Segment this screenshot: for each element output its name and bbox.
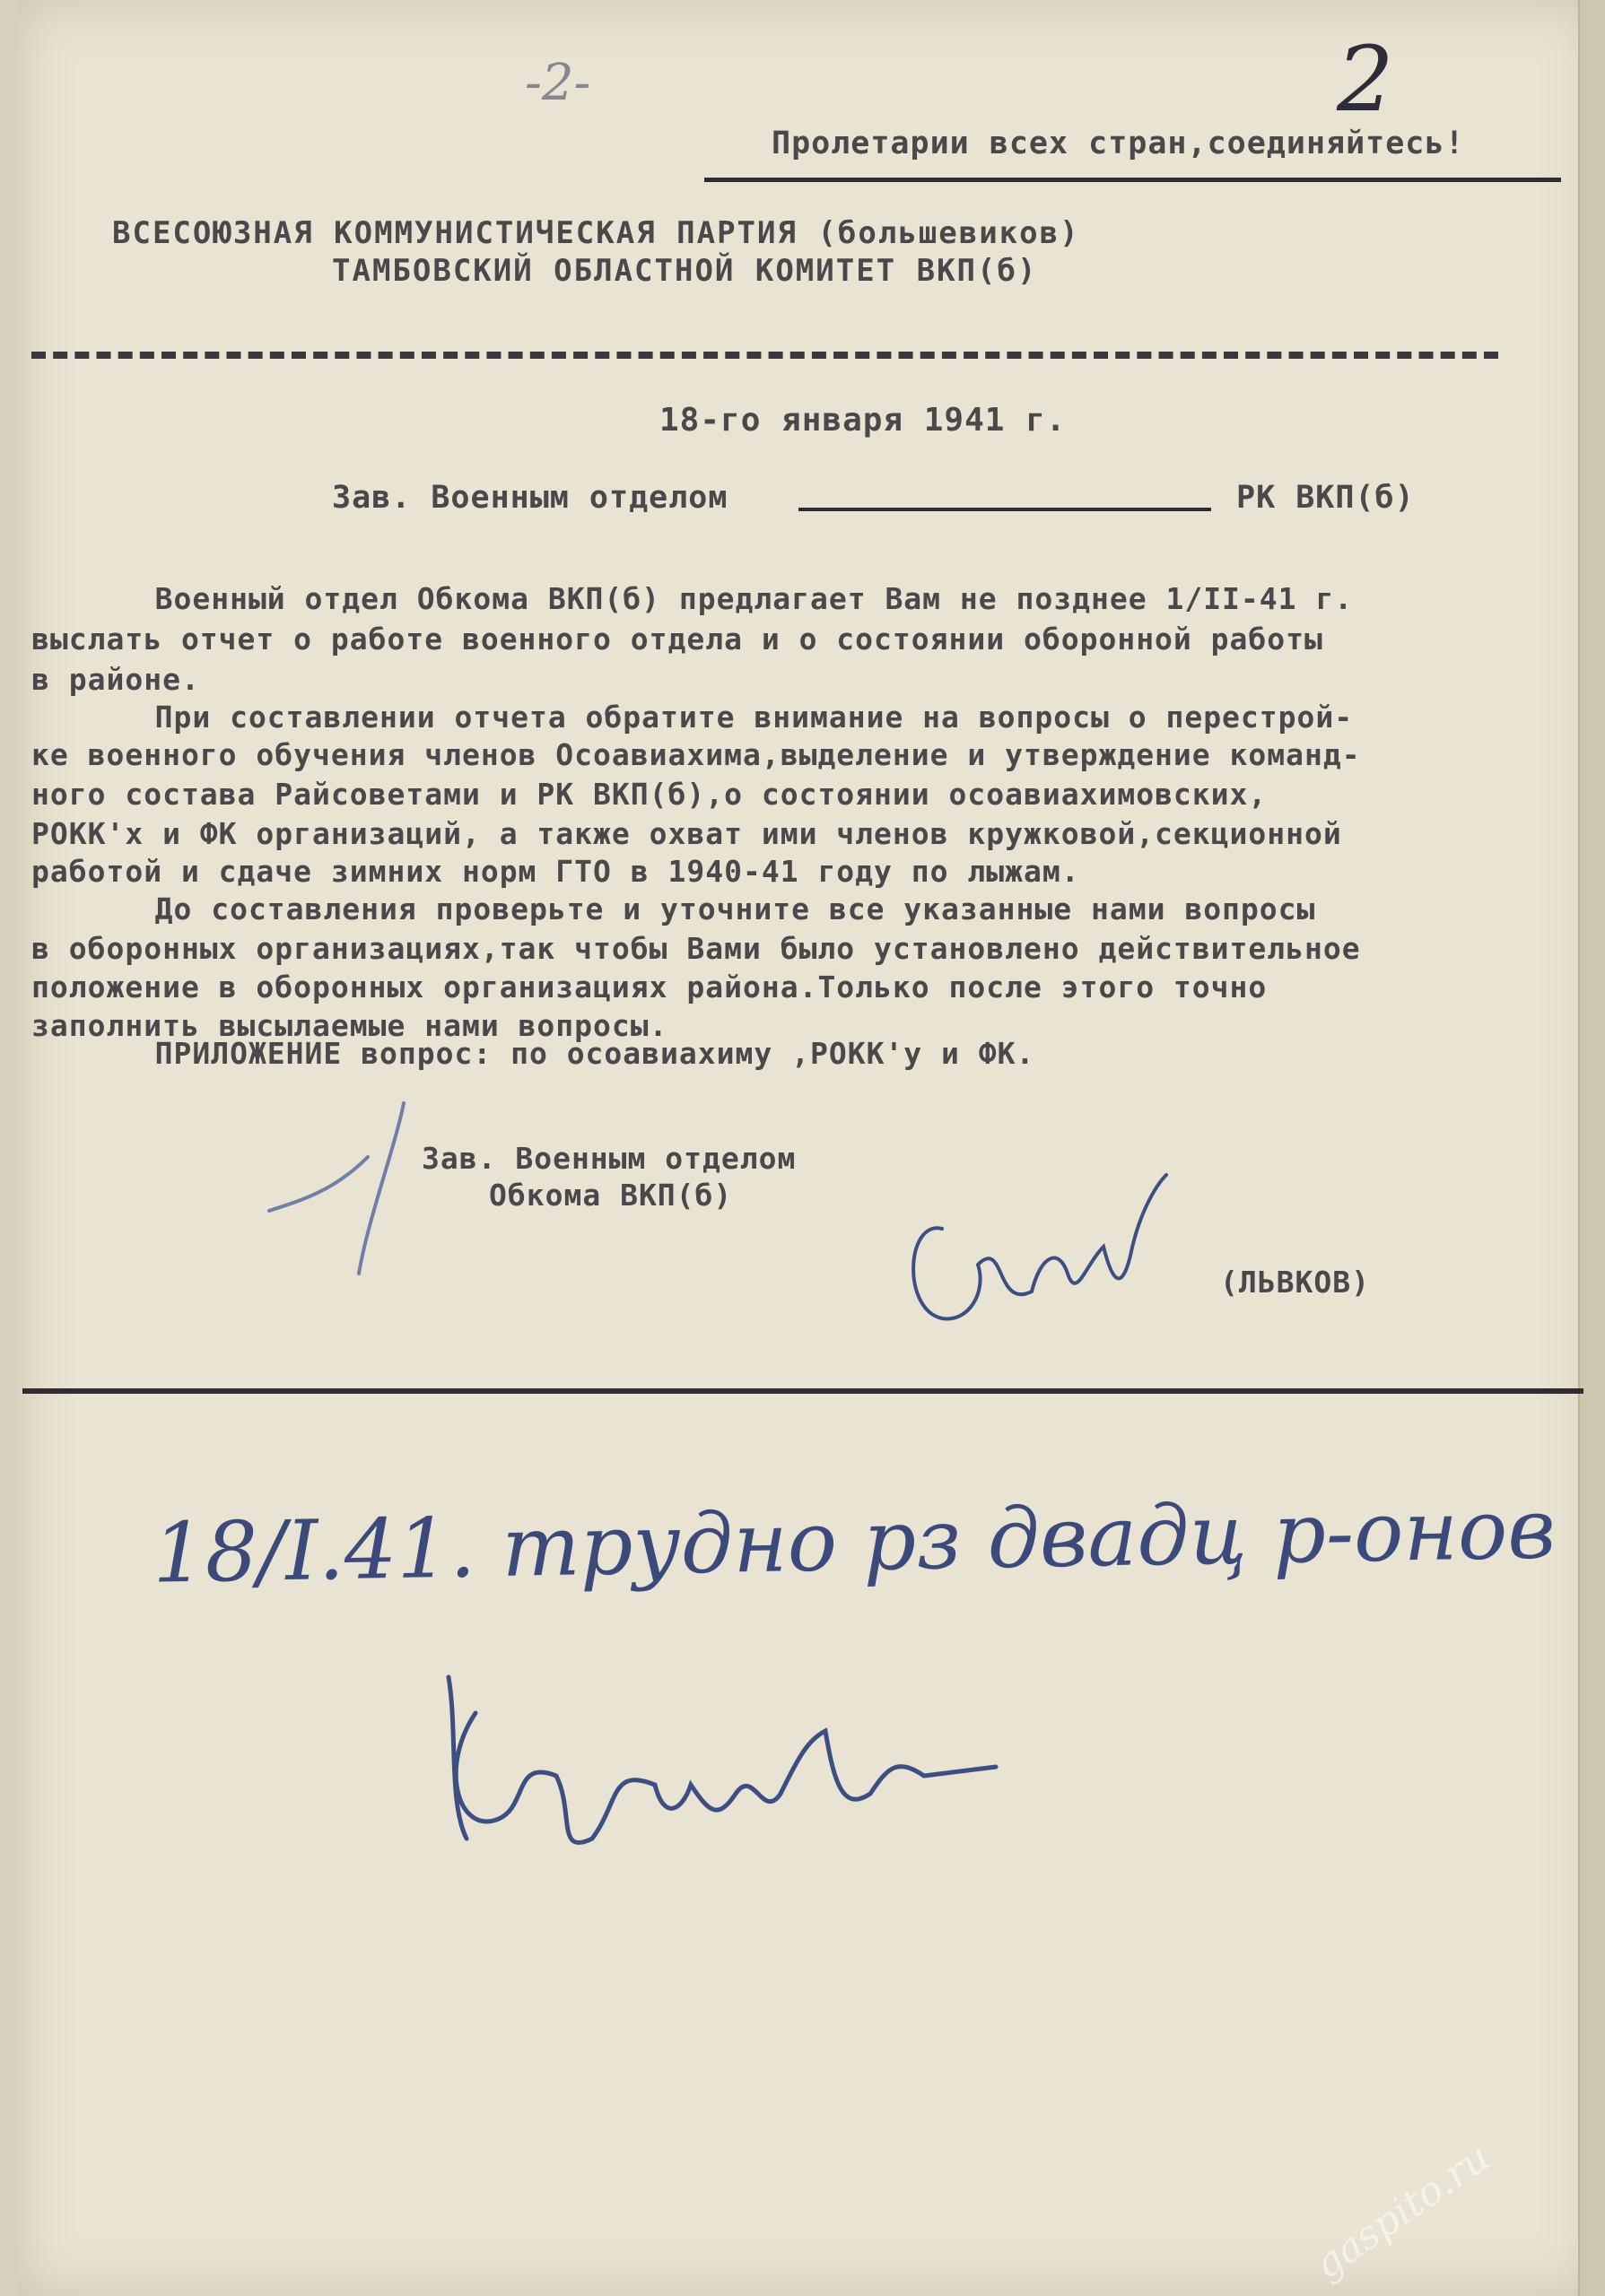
- body-line: работой и сдаче зимних норм ГТО в 1940-41 году по лыжам.: [31, 854, 1080, 889]
- underlying-page-edge: [1578, 0, 1605, 2296]
- folio-number: 2: [1337, 27, 1394, 132]
- signature-name: (ЛЬВКОВ): [1220, 1265, 1370, 1300]
- signature-title-1: Зав. Военным отделом: [422, 1141, 797, 1176]
- pencil-page-number: -2-: [525, 54, 591, 112]
- pencil-check-mark: [260, 1094, 440, 1292]
- handwritten-resolution: 18/I.41. трудно рз двадц р-онов: [152, 1481, 1557, 1602]
- body-line: ного состава Райсоветами и РК ВКП(б),о состоянии осоавиахимовских,: [31, 777, 1268, 812]
- body-line: ке военного обучения членов Осоавиахима,выделение и утверждение команд-: [31, 737, 1361, 772]
- body-line: До составления проверьте и уточните все указанные нами вопросы: [99, 891, 1316, 926]
- body-line: ПРИЛОЖЕНИЕ вопрос: по осоавиахиму ,РОКК'у и ФК.: [99, 1036, 1035, 1071]
- org-line-2: ТАМБОВСКИЙ ОБЛАСТНОЙ КОМИТЕТ ВКП(б): [332, 253, 1038, 289]
- body-line: заполнить высылаемые нами вопросы.: [31, 1008, 668, 1043]
- body-line: положение в оборонных организациях района.Только после этого точно: [31, 970, 1268, 1004]
- addressee-blank-line: [798, 508, 1211, 511]
- header-divider: [31, 352, 1498, 359]
- slogan-underline: [704, 178, 1561, 182]
- signature-scribble: [888, 1157, 1184, 1336]
- document-sheet: [18, 0, 1597, 2296]
- body-line: Военный отдел Обкома ВКП(б) предлагает Вам не позднее 1/II-41 г.: [99, 581, 1354, 616]
- resolution-signature: [422, 1659, 1050, 1892]
- org-line-1: ВСЕСОЮЗНАЯ КОММУНИСТИЧЕСКАЯ ПАРТИЯ (большевиков): [112, 215, 1080, 251]
- body-line: выслать отчет о работе военного отдела и о состоянии оборонной работы: [31, 622, 1323, 657]
- body-line: в районе.: [31, 662, 200, 697]
- bottom-divider: [22, 1388, 1583, 1394]
- body-line: При составлении отчета обратите внимание на вопросы о перестрой-: [99, 700, 1354, 735]
- signature-title-2: Обкома ВКП(б): [489, 1178, 733, 1213]
- watermark: gaspito.ru: [1305, 2134, 1499, 2289]
- addressee-suffix: РК ВКП(б): [1236, 480, 1415, 516]
- body-line: в оборонных организациях,так чтобы Вами было установлено действительное: [31, 931, 1361, 966]
- slogan: Пролетарии всех стран,соединяйтесь!: [772, 126, 1465, 161]
- body-line: РОКК'х и ФК организаций, а также охват ими членов кружковой,секционной: [31, 816, 1342, 851]
- document-date: 18-го января 1941 г.: [659, 402, 1067, 439]
- addressee-prefix: Зав. Военным отделом: [332, 480, 728, 516]
